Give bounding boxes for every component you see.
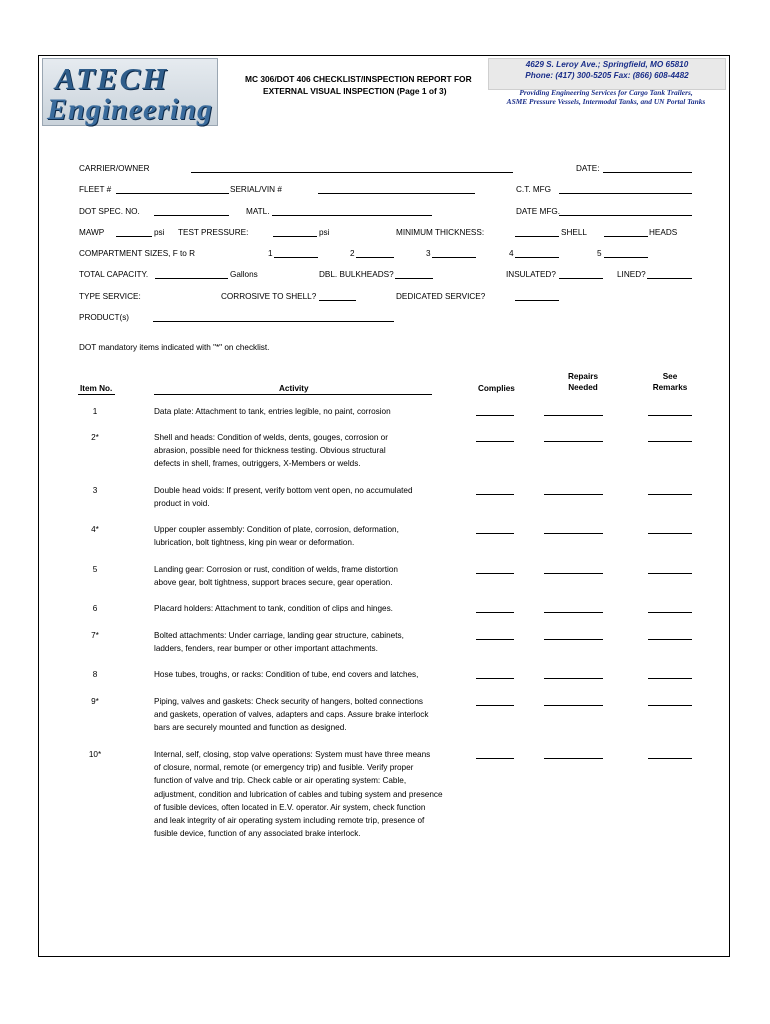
products-label: PRODUCT(s) [79, 313, 130, 322]
form-title-line1: MC 306/DOT 406 CHECKLIST/INSPECTION REPORT FOR [245, 74, 472, 84]
shell-label: SHELL [561, 228, 587, 237]
lined-field[interactable] [647, 278, 692, 279]
item-number: 4* [91, 525, 99, 534]
remarks-header-line1: See [662, 372, 678, 381]
compartment-4-field[interactable] [515, 257, 559, 258]
see-remarks-field[interactable] [648, 573, 692, 574]
activity-line: adjustment, condition and lubrication of cables and tubing system and presence [154, 789, 443, 799]
serial-vin-label: SERIAL/VIN # [230, 185, 282, 194]
dot-spec-label: DOT SPEC. NO. [79, 207, 140, 216]
form-title-line2: EXTERNAL VISUAL INSPECTION (Page 1 of 3) [263, 86, 447, 96]
complies-field[interactable] [476, 612, 514, 613]
tagline-line2: ASME Pressure Vessels, Intermodal Tanks, and UN Portal Tanks [506, 97, 706, 106]
see-remarks-field[interactable] [648, 705, 692, 706]
repairs-needed-field[interactable] [544, 705, 603, 706]
activity-line: Data plate: Attachment to tank, entries legible, no paint, corrosion [154, 407, 391, 416]
item-number: 8 [92, 670, 98, 679]
activity-text [154, 484, 454, 510]
activity-text [154, 405, 454, 418]
address-line: 4629 S. Leroy Ave.; Springfield, MO 65810 [525, 60, 689, 69]
item-number: 5 [92, 565, 98, 574]
activity-text [154, 602, 454, 615]
dedicated-service-label: DEDICATED SERVICE? [396, 292, 486, 301]
compartment-2-label: 2 [350, 249, 355, 258]
activity-line: defects in shell, frames, outriggers, X-Members or welds. [154, 459, 361, 469]
repairs-needed-field[interactable] [544, 612, 603, 613]
logo-text-bottom: Engineering [47, 93, 214, 126]
test-pressure-field[interactable] [273, 236, 317, 237]
psi-unit: psi [319, 228, 330, 237]
complies-field[interactable] [476, 678, 514, 679]
item-number: 6 [92, 604, 98, 613]
activity-line: ladders, fenders, rear bumper or other important attachments. [154, 644, 378, 654]
ct-mfg-field[interactable] [559, 193, 692, 194]
compartment-3-label: 3 [426, 249, 431, 258]
compartment-1-label: 1 [268, 249, 273, 258]
item-number: 3 [92, 486, 98, 495]
date-label: DATE: [576, 164, 600, 173]
activity-line: Shell and heads: Condition of welds, dents, gouges, corrosion or [154, 433, 388, 442]
logo-text-top: ATECH [55, 61, 169, 96]
repairs-needed-field[interactable] [544, 441, 603, 442]
see-remarks-field[interactable] [648, 533, 692, 534]
dedicated-service-field[interactable] [515, 300, 559, 301]
complies-field[interactable] [476, 758, 514, 759]
corrosive-label: CORROSIVE TO SHELL? [221, 292, 317, 301]
carrier-owner-label: CARRIER/OWNER [79, 164, 150, 173]
dbl-bulkheads-field[interactable] [395, 278, 433, 279]
matl-field[interactable] [272, 215, 432, 216]
see-remarks-field[interactable] [648, 494, 692, 495]
complies-field[interactable] [476, 494, 514, 495]
tagline-line1: Providing Engineering Services for Cargo Tank Trailers, [519, 88, 693, 97]
fleet-label: FLEET # [79, 185, 112, 194]
total-capacity-field[interactable] [155, 278, 228, 279]
activity-text [154, 431, 454, 471]
lined-label: LINED? [617, 270, 646, 279]
activity-line: fusible device, function of any associated brake interlock. [154, 829, 361, 839]
see-remarks-field[interactable] [648, 639, 692, 640]
gallons-unit: Gallons [230, 270, 258, 279]
header-underline [78, 394, 115, 395]
activity-line: Placard holders: Attachment to tank, condition of clips and hinges. [154, 604, 393, 613]
phone-line: Phone: (417) 300-5205 Fax: (866) 608-4482 [525, 71, 689, 80]
psi-unit: psi [154, 228, 165, 237]
compartment-3-field[interactable] [432, 257, 476, 258]
activity-text [154, 695, 454, 735]
ct-mfg-label: C.T. MFG [516, 185, 552, 194]
test-pressure-label: TEST PRESSURE: [178, 228, 249, 237]
corrosive-field[interactable] [319, 300, 356, 301]
min-thickness-label: MINIMUM THICKNESS: [396, 228, 485, 237]
complies-field[interactable] [476, 441, 514, 442]
activity-line: Internal, self, closing, stop valve operations: System must have three means [154, 750, 431, 759]
mandatory-note: DOT mandatory items indicated with "*" on checklist. [79, 343, 270, 352]
compartment-1-field[interactable] [274, 257, 318, 258]
activity-line: Bolted attachments: Under carriage, landing gear structure, cabinets, [154, 631, 404, 640]
activity-line: and gaskets, operation of valves, adapters and caps. Assure brake interlock [154, 710, 429, 720]
complies-field[interactable] [476, 573, 514, 574]
repairs-needed-field[interactable] [544, 415, 603, 416]
compartment-sizes-label: COMPARTMENT SIZES, F to R [79, 249, 196, 258]
activity-text [154, 668, 454, 681]
company-address [488, 58, 726, 90]
item-number: 2* [91, 433, 99, 442]
date-field[interactable] [603, 172, 692, 173]
compartment-4-label: 4 [509, 249, 514, 258]
fleet-field[interactable] [116, 193, 229, 194]
date-mfg-label: DATE MFG. [516, 207, 560, 216]
complies-field[interactable] [476, 533, 514, 534]
activity-line: product in void. [154, 499, 210, 509]
header-underline [154, 394, 432, 395]
matl-label: MATL. [246, 207, 270, 216]
item-number: 9* [91, 697, 99, 706]
compartment-5-label: 5 [597, 249, 602, 258]
repairs-needed-field[interactable] [544, 533, 603, 534]
complies-header: Complies [478, 384, 515, 393]
activity-line: above gear, bolt tightness, support braces secure, gear operation. [154, 578, 393, 588]
carrier-owner-field[interactable] [191, 172, 513, 173]
item-number: 7* [91, 631, 99, 640]
item-number: 10* [88, 750, 102, 759]
activity-line: bars are securely mounted and function as designed. [154, 723, 347, 733]
complies-field[interactable] [476, 415, 514, 416]
activity-line: of fusible devices, often located in E.V. operator. Air system, check function [154, 802, 426, 812]
see-remarks-field[interactable] [648, 415, 692, 416]
activity-text [154, 563, 454, 589]
mawp-label: MAWP [79, 228, 105, 237]
repairs-header-line1: Repairs [567, 372, 599, 381]
activity-line: of closure, normal, remote (or emergency trip) and fusible. Verify proper [154, 763, 414, 773]
activity-line: lubrication, bolt tightness, king pin wear or deformation. [154, 538, 355, 548]
activity-header: Activity [279, 384, 309, 393]
type-service-label: TYPE SERVICE: [79, 292, 141, 301]
activity-line: Landing gear: Corrosion or rust, condition of welds, frame distortion [154, 565, 398, 574]
repairs-needed-field[interactable] [544, 573, 603, 574]
complies-field[interactable] [476, 705, 514, 706]
repairs-needed-field[interactable] [544, 494, 603, 495]
activity-line: Hose tubes, troughs, or racks: Condition of tube, end covers and latches, [154, 670, 419, 679]
complies-field[interactable] [476, 639, 514, 640]
products-field[interactable] [153, 321, 394, 322]
repairs-header-line2: Needed [568, 383, 598, 392]
activity-line: abrasion, possible need for thickness testing. Obvious structural [154, 446, 386, 456]
activity-line: function of valve and trip. Check cable or air operating system: Cable, [154, 776, 407, 786]
insulated-field[interactable] [559, 278, 603, 279]
compartment-2-field[interactable] [356, 257, 394, 258]
activity-line: Double head voids: If present, verify bottom vent open, no accumulated [154, 486, 413, 495]
insulated-label: INSULATED? [506, 270, 556, 279]
see-remarks-field[interactable] [648, 612, 692, 613]
dot-spec-field[interactable] [154, 215, 229, 216]
see-remarks-field[interactable] [648, 758, 692, 759]
remarks-header-line2: Remarks [652, 383, 688, 392]
dbl-bulkheads-label: DBL. BULKHEADS? [319, 270, 394, 279]
activity-text [154, 629, 454, 655]
activity-line: and leak integrity of air operating system including remote trip, presence of [154, 816, 425, 826]
activity-line: Upper coupler assembly: Condition of plate, corrosion, deformation, [154, 525, 399, 534]
serial-vin-field[interactable] [318, 193, 475, 194]
mawp-field[interactable] [116, 236, 152, 237]
atech-logo [42, 58, 218, 126]
heads-label: HEADS [649, 228, 678, 237]
repairs-needed-field[interactable] [544, 639, 603, 640]
heads-thickness-field[interactable] [604, 236, 648, 237]
activity-text [154, 748, 454, 840]
item-number: 1 [92, 407, 98, 416]
activity-text [154, 523, 454, 549]
activity-line: Piping, valves and gaskets: Check security of hangers, bolted connections [154, 697, 423, 706]
see-remarks-field[interactable] [648, 441, 692, 442]
see-remarks-field[interactable] [648, 678, 692, 679]
repairs-needed-field[interactable] [544, 758, 603, 759]
repairs-needed-field[interactable] [544, 678, 603, 679]
date-mfg-field[interactable] [559, 215, 692, 216]
total-capacity-label: TOTAL CAPACITY. [79, 270, 149, 279]
item-no-header: Item No. [80, 384, 113, 393]
shell-thickness-field[interactable] [515, 236, 559, 237]
compartment-5-field[interactable] [604, 257, 648, 258]
